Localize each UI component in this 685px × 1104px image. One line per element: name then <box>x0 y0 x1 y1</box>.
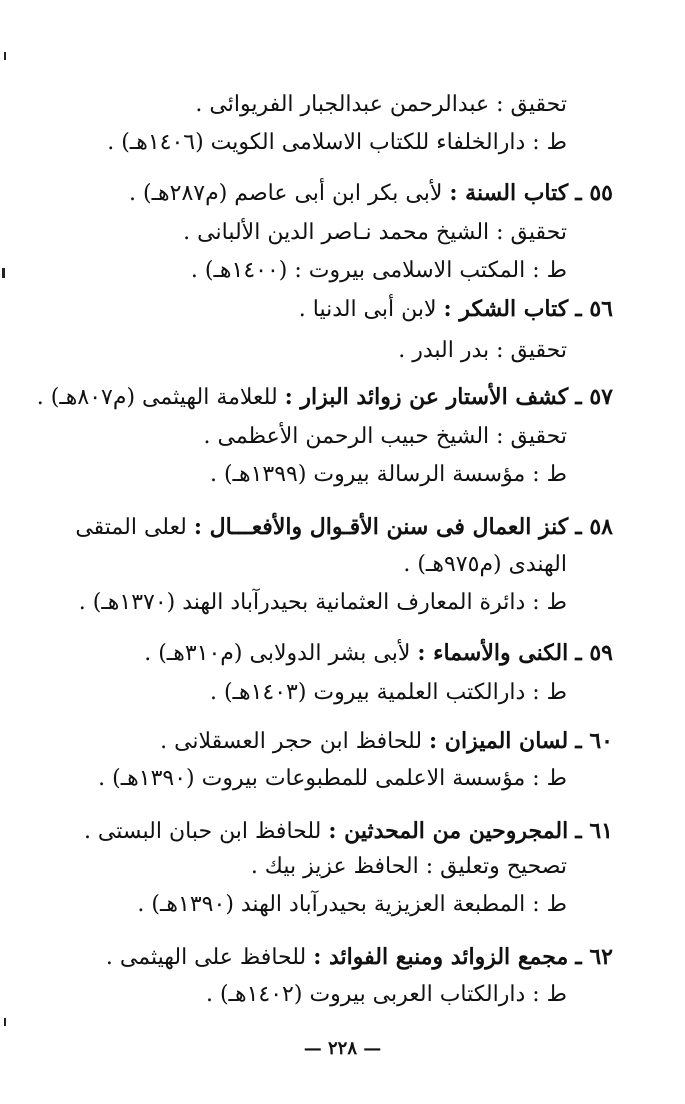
entry-author: لأبى بشر الدولابى (م٣١٠هـ) . <box>144 641 411 666</box>
entry-60 <box>160 726 613 757</box>
entry-number: ٥٥ ـ <box>575 180 613 206</box>
entry-author: لعلى المتقى <box>75 515 187 540</box>
entry-title: المجروحين من المحدثين : <box>328 818 569 844</box>
entry-title: لسان الميزان : <box>429 728 569 754</box>
entry-62 <box>106 942 613 973</box>
entry-author: للحافظ ابن حجر العسقلانى . <box>160 729 423 754</box>
entry-title: مجمع الزوائد ومنبع الفوائد : <box>313 944 569 970</box>
carry-over-tahqiq: تحقيق : عبدالرحمن عبدالجبار الفريوائى . <box>195 92 567 117</box>
entry-author: للعلامة الهيثمى (م٨٠٧هـ) . <box>36 385 278 410</box>
entry-59-line-1: ط : دارالكتب العلمية بيروت (١٤٠٣هـ) . <box>209 680 567 705</box>
entry-author: للحافظ على الهيثمى . <box>105 945 307 970</box>
entry-57-line-1: تحقيق : الشيخ حبيب الرحمن الأعظمى . <box>203 424 567 449</box>
entry-number: ٥٩ ـ <box>575 640 613 666</box>
entry-number: ٥٦ ـ <box>575 296 613 322</box>
entry-title: كتاب السنة : <box>449 180 569 206</box>
page-number: — ٢٢٨ — <box>303 1038 382 1059</box>
carry-over-publisher: ط : دارالخلفاء للكتاب الاسلامى الكويت (١٤٠٦هـ) . <box>107 130 567 155</box>
scan-mark <box>4 52 6 60</box>
entry-author: لابن أبى الدنيا . <box>298 297 437 322</box>
entry-57 <box>37 382 613 413</box>
entry-title: كشف الأستار عن زوائد البزار : <box>284 384 569 410</box>
entry-56-line-1: تحقيق : بدر البدر . <box>398 338 567 363</box>
entry-55-line-1: تحقيق : الشيخ محمد نـاصر الدين الألبانى . <box>183 220 567 245</box>
scan-mark <box>4 1018 6 1026</box>
entry-61-line-1: تصحيح وتعليق : الحافظ عزيز بيك . <box>250 854 567 879</box>
entry-author: لأبى بكر ابن أبى عاصم (م٢٨٧هـ) . <box>129 181 443 206</box>
entry-57-line-2: ط : مؤسسة الرسالة بيروت (١٣٩٩هـ) . <box>209 462 567 487</box>
entry-59 <box>144 638 613 669</box>
entry-number: ٦١ ـ <box>575 818 613 844</box>
entry-61-line-2: ط : المطبعة العزيزية بحيدرآباد الهند (١٣٩٠هـ) . <box>137 892 567 917</box>
entry-title: الكنى والأسماء : <box>417 640 569 666</box>
scan-mark <box>2 268 5 278</box>
entry-title: كنز العمال فى سنن الأقـوال والأفعـــال : <box>193 514 569 540</box>
entry-61 <box>84 816 613 847</box>
entry-number: ٦٠ ـ <box>575 728 613 754</box>
entry-number: ٥٨ ـ <box>575 514 613 540</box>
entry-58-line-1: الهندى (م٩٧٥هـ) . <box>403 552 567 577</box>
entry-60-line-1: ط : مؤسسة الاعلمى للمطبوعات بيروت (١٣٩٠هـ) . <box>98 766 567 791</box>
entry-56 <box>299 294 613 325</box>
entry-number: ٥٧ ـ <box>575 384 613 410</box>
entry-62-line-1: ط : دارالكتاب العربى بيروت (١٤٠٢هـ) . <box>205 982 567 1007</box>
entry-58-line-2: ط : دائرة المعارف العثمانية بحيدرآباد الهند (١٣٧٠هـ) . <box>78 590 567 615</box>
entry-number: ٦٢ ـ <box>575 944 613 970</box>
entry-title: كتاب الشكر : <box>443 296 569 322</box>
entry-author: للحافظ ابن حبان البستى . <box>83 819 322 844</box>
entry-58 <box>75 512 613 543</box>
entry-55-line-2: ط : المكتب الاسلامى بيروت : (١٤٠٠هـ) . <box>190 258 567 283</box>
entry-55 <box>129 178 613 209</box>
